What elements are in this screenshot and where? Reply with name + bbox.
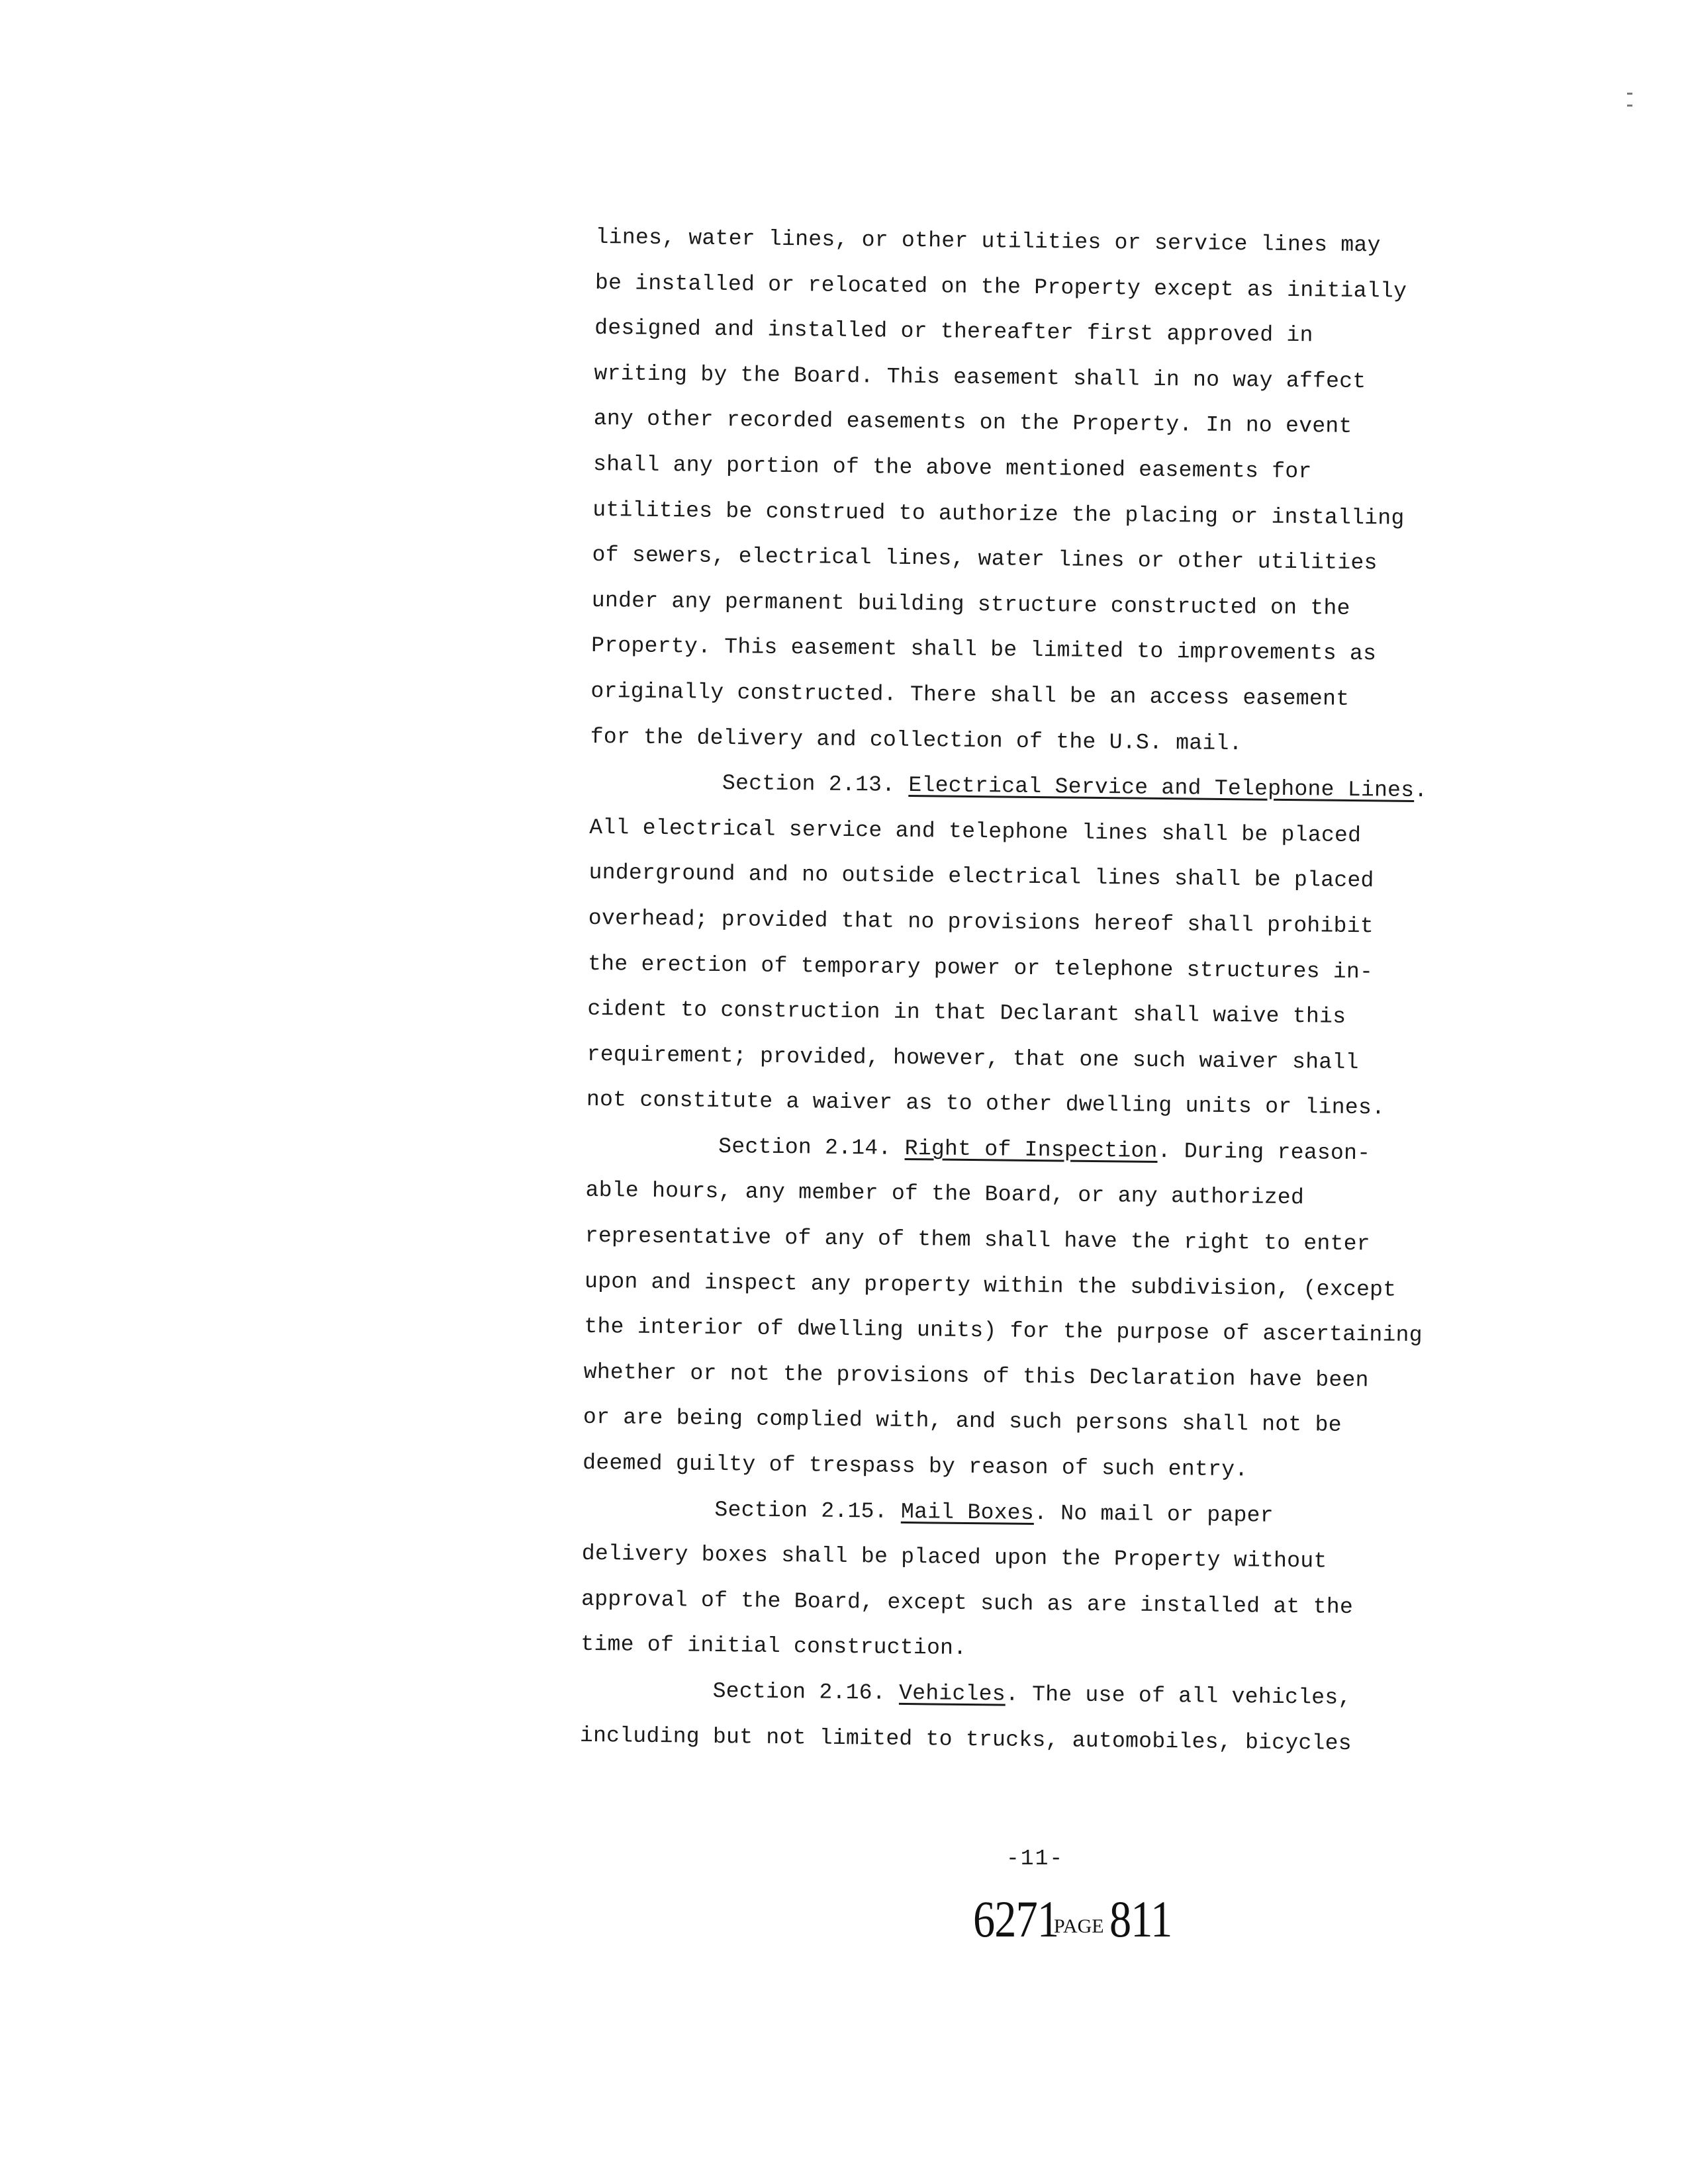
text-line: whether or not the provisions of this Declaration have been (583, 1359, 1369, 1393)
text-line: All electrical service and telephone lines shall be placed (589, 815, 1362, 848)
heading-punctuation: . (1414, 778, 1428, 803)
text-line: able hours, any member of the Board, or any authorized (585, 1178, 1305, 1210)
page-number: -11- (1006, 1846, 1064, 1871)
text-line: under any permanent building structure constructed on the (591, 588, 1350, 621)
text-line: the erection of temporary power or telephone structures in- (587, 951, 1374, 984)
document-body (580, 215, 1470, 1768)
section-text: . During reason- (1157, 1138, 1371, 1166)
section-heading: Electrical Service and Telephone Lines (908, 773, 1415, 803)
scan-artifact-mark (1627, 93, 1632, 95)
text-line: originally constructed. There shall be an access easement (590, 678, 1350, 711)
section-heading: Right of Inspection (904, 1136, 1158, 1163)
text-line: overhead; provided that no provisions hereof shall prohibit (588, 905, 1374, 939)
text-line: utilities be construed to authorize the placing or installing (592, 497, 1405, 531)
text-line: cident to construction in that Declarant shall waive this (587, 997, 1346, 1030)
text-line: be installed or relocated on the Property except as initially (594, 270, 1407, 304)
text-line: approval of the Board, except such as are installed at the (581, 1586, 1354, 1619)
stamp-page-number: 811 (1109, 1890, 1172, 1948)
section-number: Section 2.16. (712, 1678, 900, 1706)
text-line: representative of any of them shall have the right to enter (585, 1223, 1371, 1257)
text-line: designed and installed or thereafter first approved in (594, 316, 1313, 348)
section-text: . No mail or paper (1033, 1500, 1274, 1528)
book-page-stamp (973, 1889, 1183, 1949)
text-line: the interior of dwelling units) for the purpose of ascertaining (584, 1314, 1423, 1348)
book-number: 6271 (973, 1890, 1059, 1948)
text-line: for the delivery and collection of the U.S. mail. (590, 724, 1243, 756)
text-line: writing by the Board. This easement shall in no way affect (594, 361, 1366, 394)
text-line: including but not limited to trucks, automobiles, bicycles (579, 1723, 1352, 1756)
section-number: Section 2.15. (714, 1497, 902, 1524)
text-line: any other recorded easements on the Property. In no event (593, 406, 1352, 439)
section-number: Section 2.14. (718, 1134, 905, 1161)
text-line: deemed guilty of trespass by reason of such entry. (583, 1450, 1248, 1482)
text-line: time of initial construction. (581, 1632, 967, 1661)
page-label: PAGE (1054, 1915, 1104, 1937)
text-line: requirement; provided, however, that one such waiver shall (586, 1042, 1359, 1075)
text-line: lines, water lines, or other utilities or service lines may (595, 224, 1381, 258)
text-line: upon and inspect any property within the subdivision, (except (584, 1269, 1397, 1302)
section-heading: Mail Boxes (900, 1499, 1035, 1525)
text-line: Property. This easement shall be limited to improvements as (590, 633, 1377, 666)
section-number: Section 2.13. (722, 771, 909, 798)
text-line: shall any portion of the above mentioned easements for (592, 451, 1312, 484)
section-text: . The use of all vehicles, (1005, 1682, 1352, 1711)
text-line: underground and no outside electrical lines shall be placed (588, 860, 1374, 893)
text-line: not constitute a waiver as to other dwelling units or lines. (586, 1087, 1385, 1120)
section-heading: Vehicles (898, 1680, 1006, 1707)
scan-artifact-mark (1627, 105, 1632, 107)
text-line: or are being complied with, and such persons shall not be (583, 1405, 1342, 1438)
text-line: delivery boxes shall be placed upon the Property without (581, 1541, 1327, 1574)
text-line: of sewers, electrical lines, water lines or other utilities (592, 543, 1378, 576)
